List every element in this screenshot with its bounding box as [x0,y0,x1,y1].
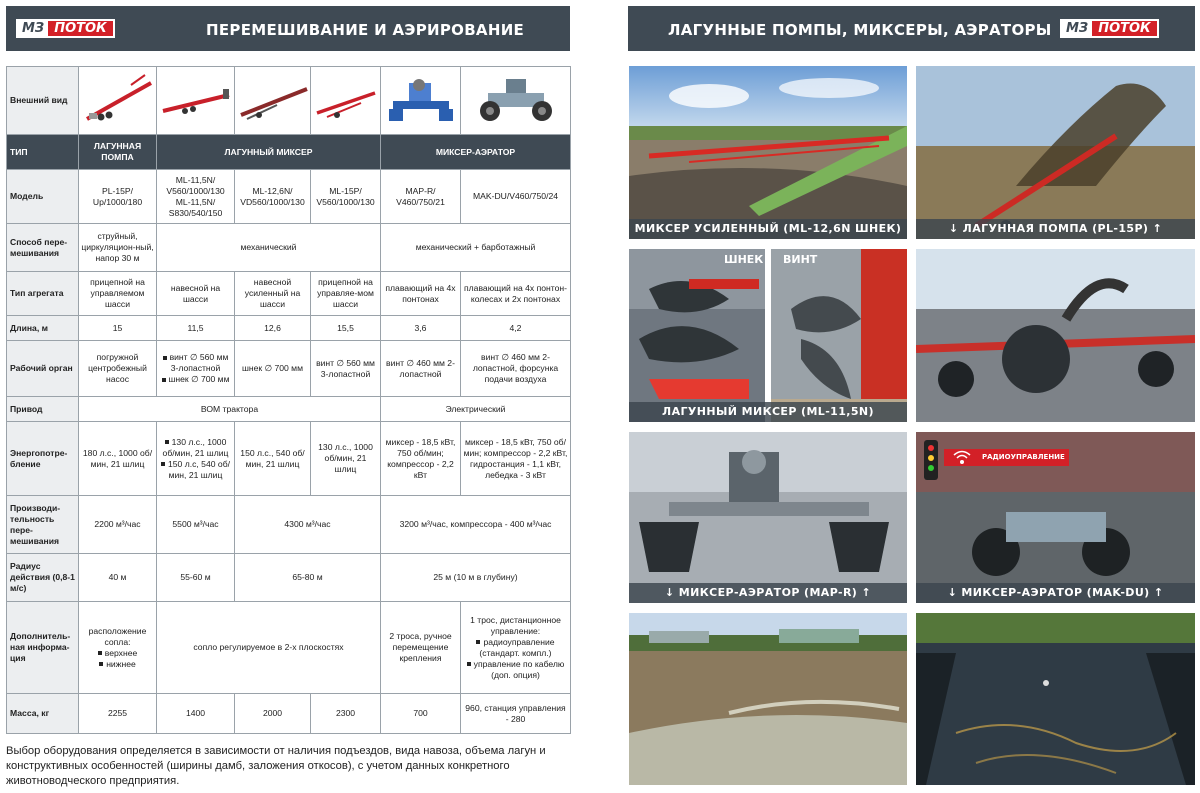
length-cell: 12,6 [235,316,311,341]
energy-cell: 150 л.с., 540 об/мин, 21 шлиц [235,422,311,496]
model-cell: MAK-DU/V460/750/24 [461,170,571,224]
aerator-makdu-image [466,71,566,131]
table-row [7,694,571,734]
radius-cell: 55-60 м [157,554,235,602]
energy-option: 150 л.с, 540 об/мин, 21 шлиц [159,459,232,481]
perf-cell: 3200 м³/час, компрессора - 400 м³/час [381,496,571,554]
length-cell: 15,5 [311,316,381,341]
table-row [7,602,571,694]
row-label-model: Модель [7,170,79,224]
table-row [7,397,571,422]
mass-cell: 2300 [311,694,381,734]
row-label-drive: Привод [7,397,79,422]
photo-auger-image [629,249,765,422]
mixer-ml15-thumbnail [311,67,381,135]
table-row [7,341,571,397]
organ-cell: шнек ∅ 700 мм [235,341,311,397]
bullet-icon [161,462,165,466]
table-row [7,554,571,602]
extra-option: управление по кабелю (доп. опция) [463,659,568,681]
row-label-mixing: Способ пере-мешивания [7,224,79,272]
length-cell: 4,2 [461,316,571,341]
organ-cell [157,341,235,397]
mixer-ml126-thumbnail [235,67,311,135]
photo-pump-image [916,66,1195,239]
row-label-appearance: Внешний вид [7,67,79,135]
extra-cell: 1 трос, дистанционное управление: радиоуправление (стандарт. компл.) управление по кабелю (доп. опция) [461,602,571,694]
photo-mixer-frame-image [916,249,1195,422]
photo-propeller [771,249,907,422]
right-header [628,6,1195,51]
extra-option: радиоуправление (стандарт. компл.) [463,637,568,659]
table-row [7,422,571,496]
row-label-extra: Дополнитель-ная информа-ция [7,602,79,694]
length-cell: 11,5 [157,316,235,341]
radio-control-badge: РАДИОУПРАВЛЕНИЕ [944,449,1069,466]
aerator-mapr-thumbnail [381,67,461,135]
unit-cell: плавающий на 4х понтонах [381,272,461,316]
extra-cell: расположение сопла: верхнее нижнее [79,602,157,694]
mixing-cell: струйный, циркуляцион-ный, напор 30 м [79,224,157,272]
energy-option: 130 л.с., 1000 об/мин, 21 шлиц [162,436,229,458]
row-label-type: ТИП [7,135,79,170]
brand-logo: МЗ ПОТОК [1060,19,1159,38]
unit-cell: навесной усиленный на шасси [235,272,311,316]
model-cell: MAP-R/ V460/750/21 [381,170,461,224]
drive-cell: Электрический [381,397,571,422]
extra-cell: 2 троса, ручное перемещение крепления [381,602,461,694]
table-row [7,316,571,341]
caption: ↓ ЛАГУННАЯ ПОМПА (PL-15P) ↑ [916,219,1195,239]
mixer-ml15-image [313,71,379,131]
caption: ↓ МИКСЕР-АЭРАТОР (MAP-R) ↑ [629,583,907,603]
mass-cell: 700 [381,694,461,734]
mixer-ml126-image [237,71,309,131]
photo-mixer-ml126 [629,66,907,239]
organ-option: шнек ∅ 700 мм [159,374,232,385]
organ-cell: погружной центробежный насос [79,341,157,397]
organ-option: винт ∅ 560 мм 3-лопастной [159,352,232,374]
model-cell: ML-11,5N/ V560/1000/130 ML-11,5N/ S830/540/150 [157,170,235,224]
bullet-icon [99,662,103,666]
table-row [7,496,571,554]
brand-logo: МЗ ПОТОК [16,19,115,38]
mixing-cell: механический [157,224,381,272]
extra-option: верхнее [81,648,154,659]
tag-auger: ШНЕК [724,253,764,266]
organ-cell: винт ∅ 460 мм 2-лопастной, форсунка подачи воздуха [461,341,571,397]
photo-pump-pl15p [916,66,1195,239]
table-row [7,224,571,272]
unit-cell: прицепной на управляемом шасси [79,272,157,316]
bullet-icon [165,440,169,444]
table-row [7,135,571,170]
row-label-length: Длина, м [7,316,79,341]
photo-aerator-mapr [629,432,907,603]
row-label-mass: Масса, кг [7,694,79,734]
table-row [7,67,571,135]
row-label-organ: Рабочий орган [7,341,79,397]
row-label-energy: Энергопотре-бление [7,422,79,496]
type-mixer: ЛАГУННЫЙ МИКСЕР [157,135,381,170]
model-cell: ML-12,6N/ VD560/1000/130 [235,170,311,224]
mixer-ml115-thumbnail [157,67,235,135]
mass-cell: 2255 [79,694,157,734]
left-header [6,6,570,51]
row-label-perf: Производи-тельность пере-мешивания [7,496,79,554]
caption: МИКСЕР УСИЛЕННЫЙ (ML-12,6N ШНЕК) [629,219,907,239]
organ-cell: винт ∅ 460 мм 2-лопастной [381,341,461,397]
pump-thumbnail [79,67,157,135]
perf-cell: 4300 м³/час [235,496,381,554]
caption: ЛАГУННЫЙ МИКСЕР (ML-11,5N) [629,402,907,422]
length-cell: 3,6 [381,316,461,341]
model-cell: ML-15P/ V560/1000/130 [311,170,381,224]
bullet-icon [467,662,471,666]
row-label-unit: Тип агрегата [7,272,79,316]
length-cell: 15 [79,316,157,341]
model-cell: PL-15P/ Up/1000/180 [79,170,157,224]
photo-aerator-mapr-image [629,432,907,603]
aerator-makdu-thumbnail [461,67,571,135]
bullet-icon [162,378,166,382]
photo-lagoon-farm-image [629,613,907,785]
pump-image [81,71,155,131]
energy-cell: 130 л.с., 1000 об/мин, 21 шлиц [311,422,381,496]
photo-mixer-ml126-image [629,66,907,239]
photo-lagoon-water [916,613,1195,785]
perf-cell: 5500 м³/час [157,496,235,554]
type-aerator: МИКСЕР-АЭРАТОР [381,135,571,170]
mixer-ml115-image [159,71,233,131]
wifi-signal-icon [952,450,972,466]
mixing-cell: механический + барботажный [381,224,571,272]
bullet-icon [163,356,167,360]
energy-cell [157,422,235,496]
footnote: Выбор оборудования определяется в зависимости от наличия подъездов, вида навоза, объема лагун и конструктивных особенностей (ширины дамб, заложения откосов), с учетом данных конкретного животноводческого предприятия. [6,745,546,787]
organ-cell: винт ∅ 560 мм 3-лопастной [311,341,381,397]
table-row [7,272,571,316]
mass-cell: 960, станция управления - 280 [461,694,571,734]
tag-propeller: ВИНТ [783,253,818,266]
extra-option: нижнее [81,659,154,670]
bullet-icon [98,651,102,655]
photo-mixer-frame [916,249,1195,422]
bullet-icon [476,640,480,644]
mass-cell: 2000 [235,694,311,734]
extra-cell: сопло регулируемое в 2-х плоскостях [157,602,381,694]
type-pump: ЛАГУННАЯ ПОМПА [79,135,157,170]
table-row [7,170,571,224]
unit-cell: навесной на шасси [157,272,235,316]
row-label-radius: Радиус действия (0,8-1 м/с) [7,554,79,602]
drive-cell: ВОМ трактора [79,397,381,422]
radius-cell: 65-80 м [235,554,381,602]
unit-cell: плавающий на 4х понтон-колесах и 2х понтонах [461,272,571,316]
right-page-title: ЛАГУННЫЕ ПОМПЫ, МИКСЕРЫ, АЭРАТОРЫ [668,21,1052,39]
photo-auger [629,249,765,422]
left-page-title: ПЕРЕМЕШИВАНИЕ И АЭРИРОВАНИЕ [206,21,525,39]
photo-lagoon-water-image [916,613,1195,785]
spec-table [6,66,571,734]
caption: ↓ МИКСЕР-АЭРАТОР (MAK-DU) ↑ [916,583,1195,603]
unit-cell: прицепной на управляе-мом шасси [311,272,381,316]
photo-lagoon-farm [629,613,907,785]
energy-cell: 180 л.с., 1000 об/мин, 21 шлиц [79,422,157,496]
aerator-mapr-image [383,71,459,131]
radius-cell: 40 м [79,554,157,602]
photo-propeller-image [771,249,907,422]
mass-cell: 1400 [157,694,235,734]
energy-cell: миксер - 18,5 кВт, 750 об/мин; компрессор - 2,2 кВт [381,422,461,496]
perf-cell: 2200 м³/час [79,496,157,554]
energy-cell: миксер - 18,5 кВт, 750 об/мин; компрессор - 2,2 кВт, гидростанция - 1,1 кВт, лебедка - 3 кВт [461,422,571,496]
radius-cell: 25 м (10 м в глубину) [381,554,571,602]
